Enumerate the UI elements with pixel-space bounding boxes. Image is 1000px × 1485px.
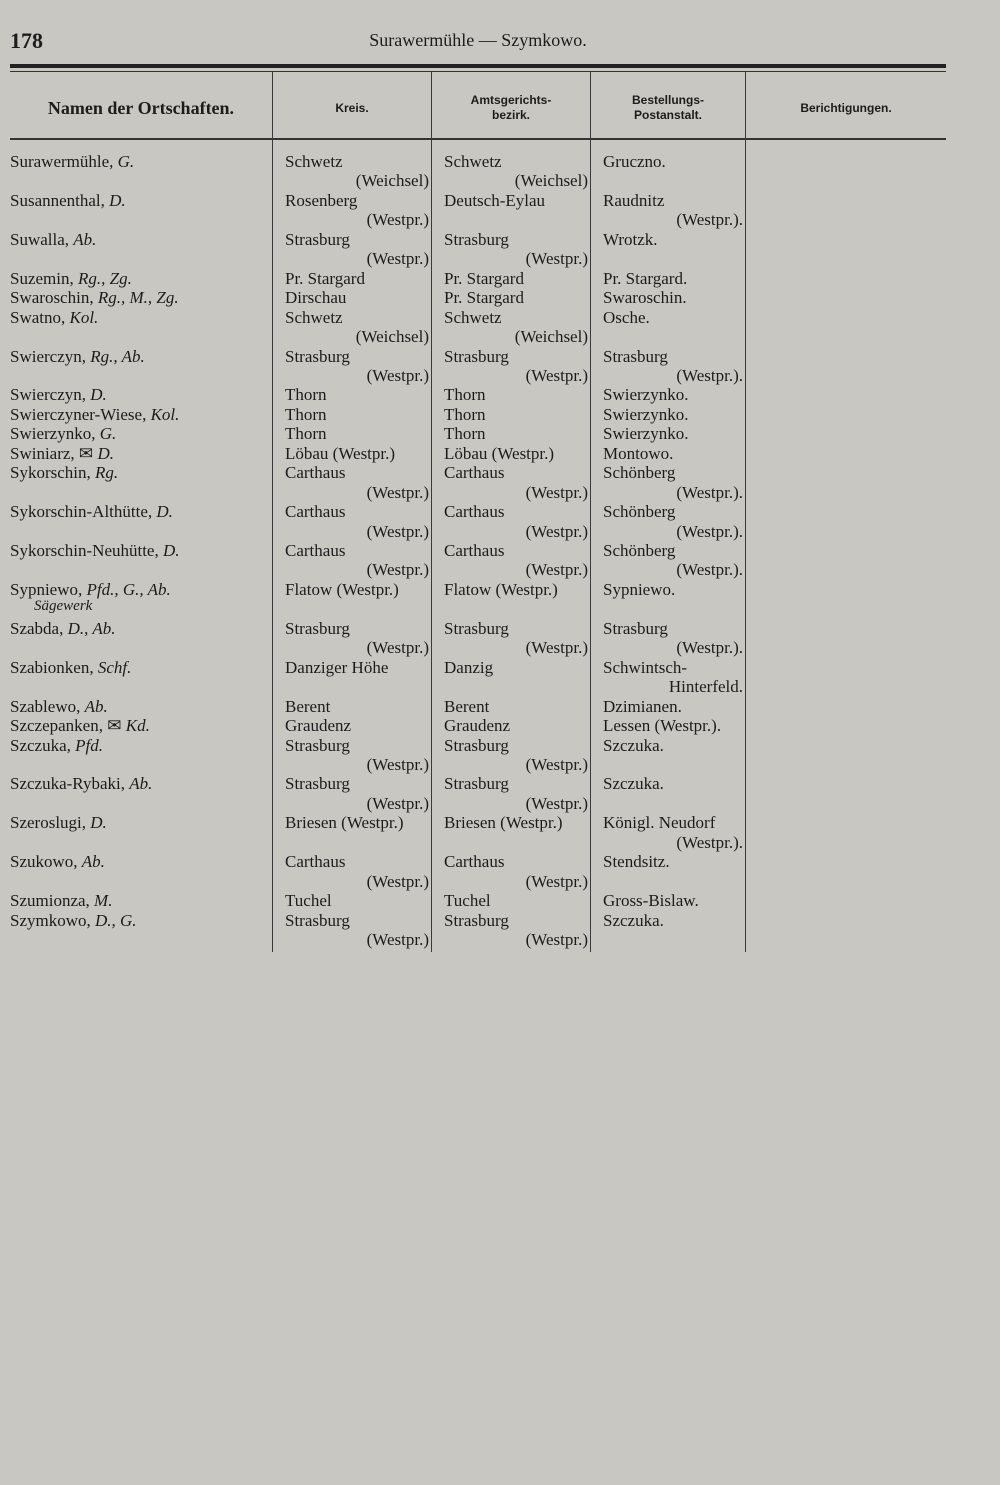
column-header-berichtigungen (746, 80, 946, 136)
postanstalt-value: Swierzynko. (603, 385, 689, 405)
column-header-kreis (273, 80, 431, 136)
place-type: Rg., Ab. (90, 346, 145, 366)
kreis-value: (Westpr.) (366, 521, 429, 541)
place-name-text: Swierzynko, (10, 424, 100, 444)
postanstalt-value: Montowo. (603, 443, 674, 463)
kreis-value: Briesen (Westpr.) (285, 813, 404, 833)
amtsgericht-value: Deutsch-Eylau (444, 190, 546, 210)
postanstalt-value: Raudnitz (603, 190, 665, 210)
amtsgericht-value: Schwetz (444, 307, 502, 327)
amtsgericht-value: (Westpr.) (525, 793, 588, 813)
amtsgericht-value: Thorn (444, 424, 486, 444)
column-divider (745, 72, 746, 952)
kreis-value: Danziger Höhe (285, 657, 389, 677)
place-name (10, 541, 180, 560)
kreis-value: Thorn (285, 404, 327, 424)
postanstalt-value: Pr. Stargard. (603, 268, 688, 288)
place-name (10, 716, 150, 735)
postanstalt-value: Swierzynko. (603, 404, 689, 424)
amtsgericht-value: Briesen (Westpr.) (444, 813, 563, 833)
amtsgericht-value: (Weichsel) (514, 327, 588, 347)
amtsgericht-value: (Weichsel) (514, 171, 588, 191)
kreis-value: Strasburg (285, 774, 350, 794)
place-name (10, 463, 118, 482)
place-name-text: Szablewo, (10, 696, 85, 716)
amtsgericht-value: (Westpr.) (525, 365, 588, 385)
place-name (10, 502, 173, 521)
place-type: Ab. (129, 774, 153, 794)
kreis-value: Pr. Stargard (285, 268, 365, 288)
place-name (10, 269, 132, 288)
place-type: Ab. (84, 696, 108, 716)
postanstalt-value: (Westpr.). (676, 832, 743, 852)
amtsgericht-value: Löbau (Westpr.) (444, 443, 555, 463)
kreis-value: Dirschau (285, 288, 347, 308)
amtsgericht-value: Strasburg (444, 735, 509, 755)
amtsgericht-value: Strasburg (444, 346, 509, 366)
place-name (10, 813, 107, 832)
place-type: Ab. (81, 852, 105, 872)
place-name-text: Swaroschin, (10, 288, 98, 308)
column-header-postanstalt-line1: Bestellungs- (631, 93, 704, 107)
kreis-value: (Westpr.) (366, 930, 429, 949)
place-type: G. (117, 152, 135, 171)
kreis-value: (Westpr.) (366, 754, 429, 774)
kreis-value: (Weichsel) (355, 171, 429, 191)
place-name (10, 424, 116, 443)
place-name (10, 152, 134, 171)
place-name (10, 911, 137, 930)
place-name-text: Swierczyn, (10, 346, 91, 366)
place-name (10, 191, 126, 210)
amtsgericht-value: Tuchel (444, 891, 491, 911)
postanstalt-value: Szczuka. (603, 774, 664, 794)
place-name-text: Swierczyn, (10, 385, 91, 405)
place-name (10, 405, 179, 424)
place-type: Schf. (97, 657, 132, 677)
column-divider (431, 72, 432, 952)
place-type: D. (109, 190, 126, 210)
kreis-value: Berent (285, 696, 331, 716)
kreis-value: Carthaus (285, 463, 346, 483)
postanstalt-value: Dzimianen. (603, 696, 682, 716)
postanstalt-value: (Westpr.). (676, 638, 743, 658)
place-name (10, 230, 96, 249)
column-divider (272, 72, 273, 952)
kreis-value: (Westpr.) (366, 871, 429, 891)
postanstalt-value: Schönberg (603, 463, 676, 483)
kreis-value: (Westpr.) (366, 249, 429, 269)
postanstalt-value: Schönberg (603, 502, 676, 522)
postanstalt-value: Swaroschin. (603, 288, 687, 308)
kreis-value: Strasburg (285, 229, 350, 249)
place-name (10, 444, 114, 463)
postanstalt-value: Szczuka. (603, 735, 664, 755)
place-type: Pfd., G., Ab. (86, 579, 171, 599)
amtsgericht-value: Pr. Stargard (444, 268, 524, 288)
column-header-kreis-label: Kreis. (335, 100, 369, 115)
amtsgericht-value: Berent (444, 696, 490, 716)
column-header-postanstalt-line2: Postanstalt. (633, 108, 702, 122)
page-number: 178 (10, 28, 43, 53)
postanstalt-value: Strasburg (603, 618, 668, 638)
kreis-value: Thorn (285, 385, 327, 405)
postanstalt-value: Swierzynko. (603, 424, 689, 444)
amtsgericht-value: Pr. Stargard (444, 288, 524, 308)
place-name-text: Suwalla, (10, 229, 74, 249)
amtsgericht-value: Strasburg (444, 910, 509, 930)
place-type: D., G. (95, 910, 137, 930)
place-name-text: Sypniewo, (10, 579, 87, 599)
postanstalt-value: Strasburg (603, 346, 668, 366)
kreis-value: Tuchel (285, 891, 332, 911)
amtsgericht-value: Danzig (444, 657, 494, 677)
place-type: G. (99, 424, 117, 444)
running-title: Surawermühle — Szymkowo. (369, 30, 587, 50)
place-name (10, 308, 98, 327)
postanstalt-value: (Westpr.). (676, 560, 743, 580)
postanstalt-value: Sypniewo. (603, 579, 676, 599)
amtsgericht-value: Thorn (444, 385, 486, 405)
place-name-text: Szczuka, (10, 735, 76, 755)
place-name (10, 619, 115, 638)
place-name (10, 385, 107, 404)
amtsgericht-value: (Westpr.) (525, 482, 588, 502)
place-name-text: Sykorschin, (10, 463, 95, 483)
place-name-text: Szczepanken, ✉ (10, 716, 126, 736)
amtsgericht-value: (Westpr.) (525, 560, 588, 580)
place-type: Kol. (69, 307, 99, 327)
place-name-text: Szabionken, (10, 657, 98, 677)
place-name (10, 347, 145, 366)
place-name-text: Suzemin, (10, 268, 78, 288)
place-name-text: Szumionza, (10, 891, 95, 911)
place-name (10, 658, 131, 677)
postanstalt-value: Wrotzk. (603, 229, 658, 249)
kreis-value: Strasburg (285, 618, 350, 638)
place-name (10, 852, 105, 871)
place-type: D. (156, 502, 173, 522)
amtsgericht-value: Thorn (444, 404, 486, 424)
place-name (10, 580, 171, 599)
amtsgericht-value: Carthaus (444, 502, 505, 522)
kreis-value: Löbau (Westpr.) (285, 443, 396, 463)
place-name-text: Sykorschin-Neuhütte, (10, 541, 163, 560)
postanstalt-value: Szczuka. (603, 910, 664, 930)
header-rule (10, 64, 946, 68)
amtsgericht-value: Graudenz (444, 716, 511, 736)
place-name-text: Szczuka-Rybaki, (10, 774, 130, 794)
amtsgericht-value: Carthaus (444, 541, 505, 560)
amtsgericht-value: Flatow (Westpr.) (444, 579, 558, 599)
place-name-text: Sykorschin-Althütte, (10, 502, 157, 522)
page-header (0, 28, 1000, 58)
column-divider (590, 72, 591, 952)
column-header-rule (10, 138, 946, 140)
place-name-text: Szymkowo, (10, 910, 95, 930)
kreis-value: Graudenz (285, 716, 352, 736)
amtsgericht-value: (Westpr.) (525, 871, 588, 891)
place-type: D., Ab. (67, 618, 116, 638)
postanstalt-value: Osche. (603, 307, 650, 327)
postanstalt-value: Hinterfeld. (668, 677, 743, 697)
place-type: Ab. (73, 229, 97, 249)
kreis-value: (Westpr.) (366, 560, 429, 580)
place-name-text: Swatno, (10, 307, 70, 327)
place-name (10, 891, 112, 910)
amtsgericht-value: Strasburg (444, 229, 509, 249)
place-name (10, 697, 108, 716)
amtsgericht-value: Carthaus (444, 463, 505, 483)
place-type: Rg. (95, 463, 119, 483)
kreis-value: Carthaus (285, 852, 346, 872)
place-name-text: Szukowo, (10, 852, 82, 872)
place-type: Rg., Zg. (78, 268, 132, 288)
kreis-value: Strasburg (285, 910, 350, 930)
place-name (10, 288, 179, 307)
column-header-amtsgericht-line2: bezirk. (491, 108, 530, 122)
place-type: D. (90, 813, 107, 833)
kreis-value: Strasburg (285, 735, 350, 755)
place-name (10, 736, 103, 755)
postanstalt-value: Stendsitz. (603, 852, 670, 872)
place-type: D. (162, 541, 180, 560)
place-name-text: Surawermühle, (10, 152, 118, 171)
place-type: D. (90, 385, 107, 405)
amtsgericht-value: (Westpr.) (525, 249, 588, 269)
amtsgericht-value: (Westpr.) (525, 521, 588, 541)
kreis-value: Strasburg (285, 346, 350, 366)
kreis-value: Carthaus (285, 502, 346, 522)
kreis-value: (Westpr.) (366, 638, 429, 658)
amtsgericht-value: (Westpr.) (525, 638, 588, 658)
postanstalt-value: Schönberg (603, 541, 676, 560)
place-type: D. (97, 443, 114, 463)
kreis-value: Carthaus (285, 541, 346, 560)
place-name-text: Szabda, (10, 618, 68, 638)
postanstalt-value: Königl. Neudorf (603, 813, 716, 833)
column-header-amtsgericht (432, 80, 590, 136)
kreis-value: (Westpr.) (366, 793, 429, 813)
place-subtype: Sägewerk (34, 598, 93, 615)
postanstalt-value: Gruczno. (603, 152, 666, 171)
kreis-value: Flatow (Westpr.) (285, 579, 399, 599)
kreis-value: Rosenberg (285, 190, 358, 210)
postanstalt-value: Schwintsch- (603, 657, 688, 677)
amtsgericht-value: (Westpr.) (525, 930, 588, 949)
header-rule-thin (10, 71, 946, 72)
column-header-names (10, 80, 272, 136)
place-name-text: Szeroslugi, (10, 813, 91, 833)
place-type: Pfd. (75, 735, 103, 755)
column-header-postanstalt (591, 80, 745, 136)
amtsgericht-value: Strasburg (444, 774, 509, 794)
kreis-value: (Westpr.) (366, 482, 429, 502)
postanstalt-value: (Westpr.). (676, 521, 743, 541)
amtsgericht-value: Schwetz (444, 152, 502, 171)
kreis-value: Schwetz (285, 307, 343, 327)
kreis-value: (Weichsel) (355, 327, 429, 347)
kreis-value: Schwetz (285, 152, 343, 171)
place-type: M. (94, 891, 113, 911)
place-name (10, 774, 152, 793)
amtsgericht-value: Carthaus (444, 852, 505, 872)
place-type: Kd. (125, 716, 150, 736)
postanstalt-value: (Westpr.). (676, 210, 743, 230)
kreis-value: Thorn (285, 424, 327, 444)
place-name-text: Swiniarz, ✉ (10, 443, 98, 463)
postanstalt-value: Gross-Bislaw. (603, 891, 699, 911)
place-type: Rg., M., Zg. (97, 288, 179, 308)
column-header-amtsgericht-line1: Amtsgerichts- (470, 93, 552, 107)
amtsgericht-value: (Westpr.) (525, 754, 588, 774)
postanstalt-value: (Westpr.). (676, 482, 743, 502)
postanstalt-value: (Westpr.). (676, 365, 743, 385)
place-type: Kol. (150, 404, 180, 424)
column-header-names-label: Namen der Ortschaften. (47, 97, 235, 118)
column-header-berichtigungen-label: Berichtigungen. (800, 100, 892, 115)
place-name-text: Swierczyner-Wiese, (10, 404, 151, 424)
kreis-value: (Westpr.) (366, 365, 429, 385)
amtsgericht-value: Strasburg (444, 618, 509, 638)
postanstalt-value: Lessen (Westpr.). (603, 716, 722, 736)
place-name-text: Susannenthal, (10, 190, 110, 210)
kreis-value: (Westpr.) (366, 210, 429, 230)
